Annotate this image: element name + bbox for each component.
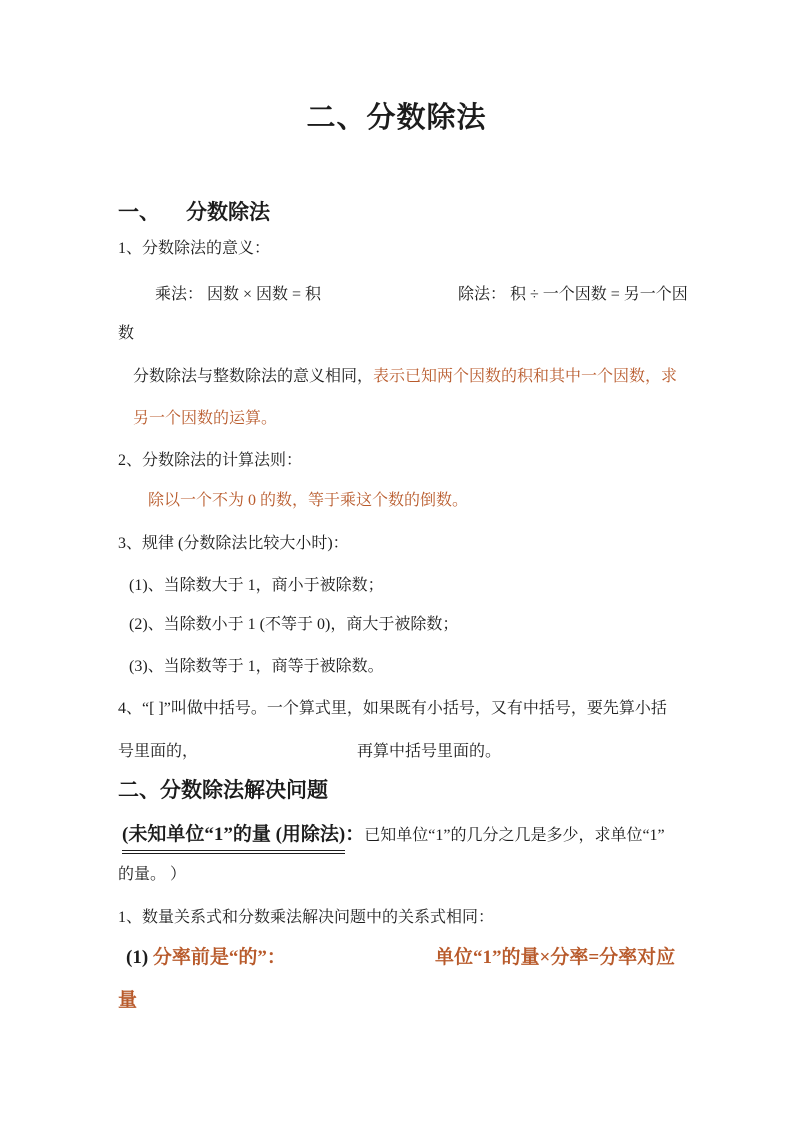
meaning-line2: 另一个因数的运算。: [133, 410, 278, 427]
sub1-formula-wrap: 量: [118, 990, 138, 1011]
meaning-highlight-text: 表示已知两个因数的积和其中一个因数，求: [373, 368, 678, 385]
sub1-number: (1): [126, 947, 149, 968]
item2-label: 2、分数除法的计算法则：: [118, 452, 303, 469]
meaning-plain-text: 分数除法与整数除法的意义相同，: [133, 368, 374, 385]
multiplication-formula: 乘法： 因数 × 因数 = 积: [155, 286, 322, 303]
section1-heading-title: 分数除法: [186, 200, 270, 224]
note-text-line1: 已知单位“1”的几分之几是多少，求单位“1”: [364, 827, 665, 844]
meaning-line1: [133, 367, 677, 388]
section2-heading: 二、分数除法解决问题: [118, 778, 328, 802]
item4-line2: [118, 742, 502, 763]
sub1-line: [126, 946, 676, 971]
formula-line: [155, 285, 688, 306]
section1-heading-number: 一、: [118, 200, 160, 224]
note-closing-paren: ）: [170, 866, 187, 883]
note-colon: ：: [345, 824, 365, 845]
item4-line2-left: 号里面的，: [118, 743, 199, 760]
note-underlined-term: (未知单位“1”的量 (用除法): [122, 823, 345, 854]
rule-case1: (1)、当除数大于 1，商小于被除数；: [129, 577, 384, 594]
item3-label: 3、规律 (分数除法比较大小时)：: [118, 535, 349, 552]
note-text-line2: 的量。: [118, 866, 167, 883]
section2-item1-label: 1、数量关系式和分数乘法解决问题中的关系式相同：: [118, 909, 495, 926]
sub1-label: 分率前是“的”：: [148, 947, 286, 968]
sub1-formula: 单位“1”的量×分率=分率对应: [435, 947, 676, 968]
section1-heading: [118, 199, 270, 226]
section2-note-line2: [118, 865, 187, 886]
document-title: 二、分数除法: [306, 102, 487, 134]
section2-note-line1: [122, 823, 665, 854]
item4-line1: 4、“[ ]”叫做中括号。一个算式里，如果既有小括号，又有中括号，要先算小括: [118, 700, 667, 717]
division-rule: 除以一个不为 0 的数，等于乘这个数的倒数。: [148, 492, 469, 509]
division-formula: 除法： 积 ÷ 一个因数 = 另一个因: [458, 286, 688, 303]
division-formula-wrap: 数: [118, 325, 135, 342]
rule-case3: (3)、当除数等于 1，商等于被除数。: [129, 658, 384, 675]
item4-line2-right: 再算中括号里面的。: [357, 743, 502, 760]
item1-label: 1、分数除法的意义：: [118, 240, 271, 257]
rule-case2: (2)、当除数小于 1 (不等于 0)，商大于被除数；: [129, 616, 459, 633]
